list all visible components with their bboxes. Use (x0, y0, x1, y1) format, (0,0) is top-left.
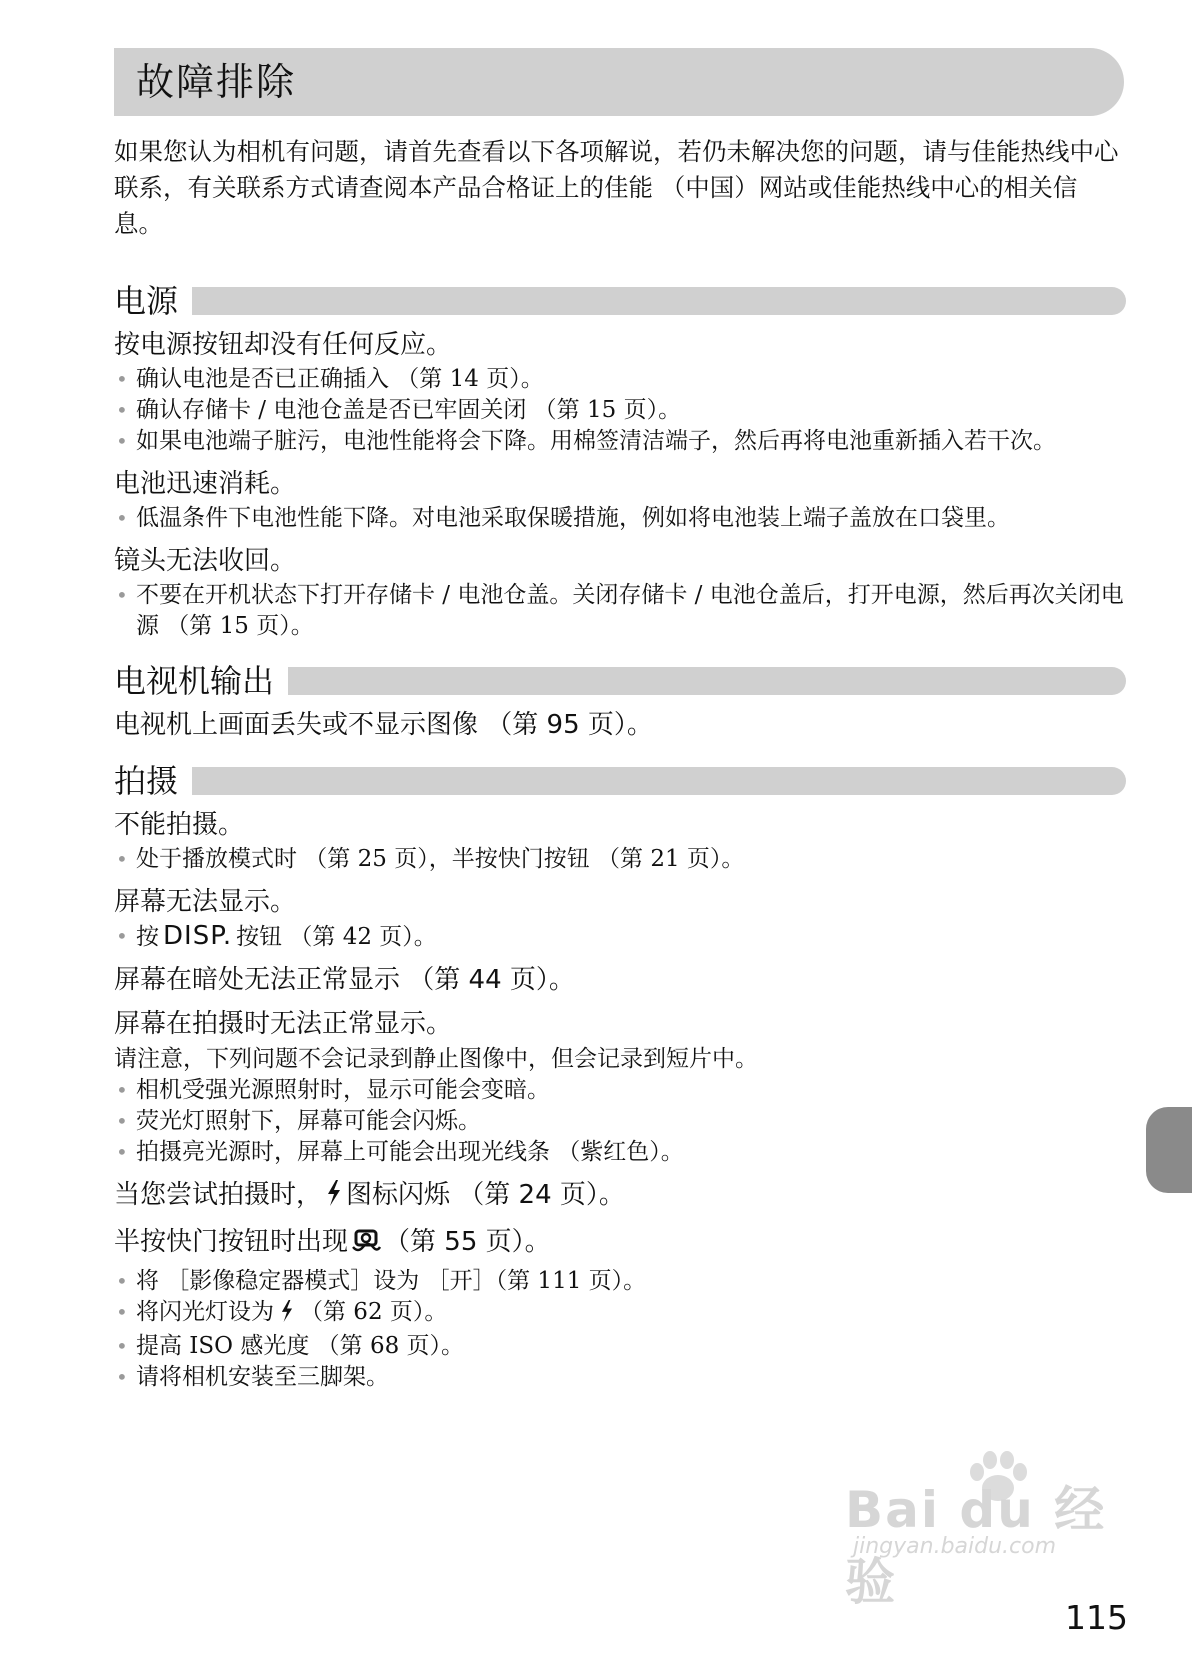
section-header-tv (114, 658, 1126, 704)
section-rule (192, 767, 1126, 795)
note-text: 请注意，下列问题不会记录到静止图像中，但会记录到短片中。 (114, 1046, 758, 1072)
question-tv-no-image: 电视机上画面丢失或不显示图像 （第 95 页）。 (114, 710, 653, 740)
section-header-power (114, 278, 1126, 324)
bullet-icon: • (116, 1300, 128, 1324)
answer-list (114, 580, 1126, 642)
bullet-icon: • (116, 506, 128, 530)
bullet-icon: • (116, 583, 128, 607)
flash-icon (326, 1180, 342, 1215)
bullet-icon: • (116, 398, 128, 422)
watermark-logo-text: Bai du 经验 (845, 1481, 1107, 1611)
question-cannot-shoot: 不能拍摄。 (114, 810, 245, 840)
list-item: • 将闪光灯设为 （第 62 页）。 (114, 1297, 1126, 1331)
answer-list (114, 921, 1126, 953)
bullet-icon: • (116, 924, 128, 948)
flash-icon (280, 1302, 294, 1328)
list-item: • 不要在开机状态下打开存储卡 / 电池仓盖。关闭存储卡 / 电池仓盖后，打开电源，然后再次关闭电源 （第 15 页）。 (116, 582, 1124, 639)
bullet-icon: • (116, 429, 128, 453)
list-item: • 请将相机安装至三脚架。 (114, 1362, 1126, 1393)
question-battery-drain: 电池迅速消耗。 (114, 469, 297, 499)
page-number: 115 (1065, 1598, 1128, 1637)
bullet-icon: • (116, 1334, 128, 1358)
list-item: • 处于播放模式时 （第 25 页），半按快门按钮 （第 21 页）。 (114, 844, 1126, 875)
list-item: • 按 DISP. 按钮 （第 42 页）。 (116, 921, 437, 951)
disp-button-label: DISP. (163, 921, 233, 951)
list-item: • 确认电池是否已正确插入 （第 14 页）。 (114, 364, 1126, 395)
title-bar (114, 48, 1124, 116)
section-title-power: 电源 (114, 282, 179, 320)
watermark-url: jingyan.baidu.com (853, 1534, 1057, 1559)
section-header-shooting (114, 758, 1126, 804)
list-item: • 拍摄亮光源时，屏幕上可能会出现光线条 （紫红色）。 (114, 1137, 1126, 1168)
list-item: • 将 ［影像稳定器模式］设为 ［开］（第 111 页）。 (114, 1266, 1126, 1297)
list-item: • 荧光灯照射下，屏幕可能会闪烁。 (114, 1106, 1126, 1137)
question-screen-dark: 屏幕在暗处无法正常显示 （第 44 页）。 (114, 965, 575, 995)
question-power-no-response: 按电源按钮却没有任何反应。 (114, 330, 453, 360)
list-item: • 确认存储卡 / 电池仓盖是否已牢固关闭 （第 15 页）。 (114, 395, 1126, 426)
answer-list (114, 844, 1126, 875)
question-flash-blink: 当您尝试拍摄时， 图标闪烁 （第 24 页）。 (114, 1178, 1126, 1215)
section-title-tv: 电视机输出 (114, 662, 275, 700)
list-item: • 相机受强光源照射时，显示可能会变暗。 (114, 1075, 1126, 1106)
answer-list (114, 1075, 1126, 1168)
answer-list (114, 1266, 1126, 1393)
answer-list (114, 503, 1126, 534)
bullet-icon: • (116, 367, 128, 391)
camera-shake-icon (350, 1225, 382, 1264)
section-title-shooting: 拍摄 (114, 762, 179, 800)
section-rule (288, 667, 1126, 695)
list-item: • 如果电池端子脏污，电池性能将会下降。用棉签清洁端子，然后再将电池重新插入若干次。 (114, 426, 1126, 457)
question-shake-warning: 半按快门按钮时出现 （第 55 页）。 (114, 1225, 1126, 1264)
bullet-icon: • (116, 1078, 128, 1102)
list-item: • 提高 ISO 感光度 （第 68 页）。 (114, 1331, 1126, 1362)
bullet-icon: • (116, 1109, 128, 1133)
bullet-icon: • (116, 1269, 128, 1293)
watermark (845, 1470, 1115, 1611)
bullet-icon: • (116, 1140, 128, 1164)
question-screen-off: 屏幕无法显示。 (114, 887, 297, 917)
bullet-icon: • (116, 1365, 128, 1389)
chapter-tab (1146, 1107, 1192, 1193)
section-rule (192, 287, 1126, 315)
answer-list (114, 364, 1126, 457)
list-item: • 低温条件下电池性能下降。对电池采取保暖措施，例如将电池装上端子盖放在口袋里。 (114, 503, 1126, 534)
intro-paragraph: 如果您认为相机有问题，请首先查看以下各项解说，若仍未解决您的问题，请与佳能热线中心联系，有关联系方式请查阅本产品合格证上的佳能 （中国）网站或佳能热线中心的相关信息。 (114, 137, 1119, 238)
content (114, 278, 1126, 1393)
page-title: 故障排除 (136, 60, 297, 104)
bullet-icon: • (116, 847, 128, 871)
question-screen-abnormal: 屏幕在拍摄时无法正常显示。 (114, 1009, 453, 1039)
question-lens-retract: 镜头无法收回。 (114, 546, 297, 576)
